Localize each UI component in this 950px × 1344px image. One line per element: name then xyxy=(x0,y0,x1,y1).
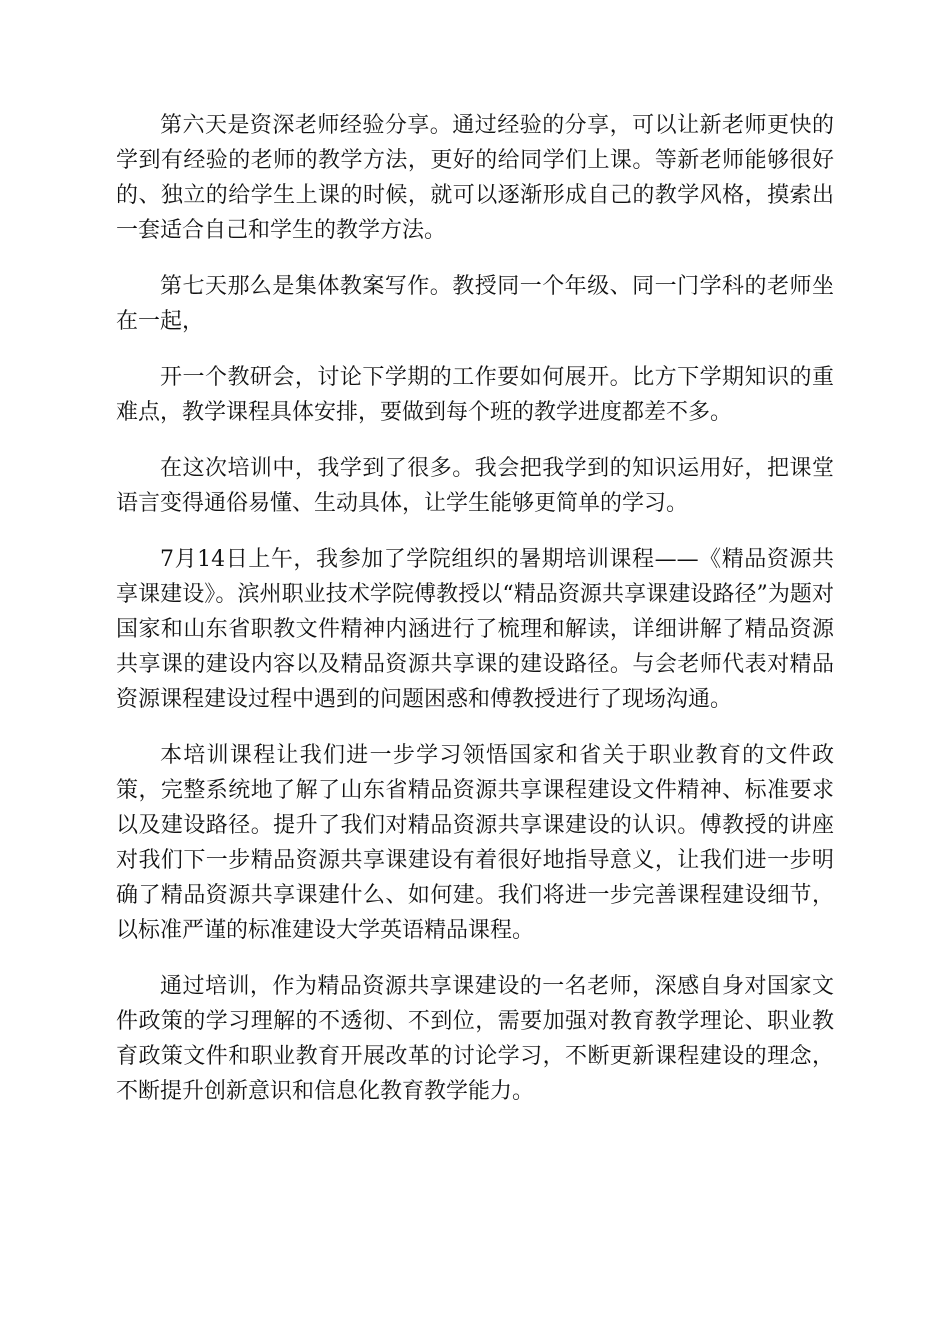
paragraph-course-reflection: 本培训课程让我们进一步学习领悟国家和省关于职业教育的文件政策，完整系统地了解了山东省精品资源共享课程建设文件精神、标准要求以及建设路径。提升了我们对精品资源共享课建设的认识。傅教授的讲座对我们下一步精品资源共享课建设有着很好地指导意义，让我们进一步明确了精品资源共享课建什么、如何建。我们将进一步完善课程建设细节，以标准严谨的标准建设大学英语精品课程。 xyxy=(116,743,834,943)
paragraph-conclusion: 通过培训，作为精品资源共享课建设的一名老师，深感自身对国家文件政策的学习理解的不透彻、不到位，需要加强对教育教学理论、职业教育政策文件和职业教育开展改革的讨论学习，不断更新课程建设的理念，不断提升创新意识和信息化教育教学能力。 xyxy=(116,974,834,1104)
paragraph-day-seven: 第七天那么是集体教案写作。教授同一个年级、同一门学科的老师坐在一起， xyxy=(116,274,834,334)
paragraph-day-six: 第六天是资深老师经验分享。通过经验的分享，可以让新老师更快的学到有经验的老师的教学方法，更好的给同学们上课。等新老师能够很好的、独立的给学生上课的时候，就可以逐渐形成自己的教学风格，摸索出一套适合自己和学生的教学方法。 xyxy=(116,113,834,243)
paragraph-research-meeting: 开一个教研会，讨论下学期的工作要如何展开。比方下学期知识的重难点，教学课程具体安排，要做到每个班的教学进度都差不多。 xyxy=(116,365,834,425)
paragraph-training-gains: 在这次培训中，我学到了很多。我会把我学到的知识运用好，把课堂语言变得通俗易懂、生动具体，让学生能够更简单的学习。 xyxy=(116,456,834,516)
document-page xyxy=(116,108,834,1130)
paragraph-july-course: 7月14日上午，我参加了学院组织的暑期培训课程——《精品资源共享课建设》。滨州职业技术学院傅教授以“精品资源共享课建设路径”为题对国家和山东省职教文件精神内涵进行了梳理和解读，详细讲解了精品资源共享课的建设内容以及精品资源共享课的建设路径。与会老师代表对精品资源课程建设过程中遇到的问题困惑和傅教授进行了现场沟通。 xyxy=(116,547,834,712)
